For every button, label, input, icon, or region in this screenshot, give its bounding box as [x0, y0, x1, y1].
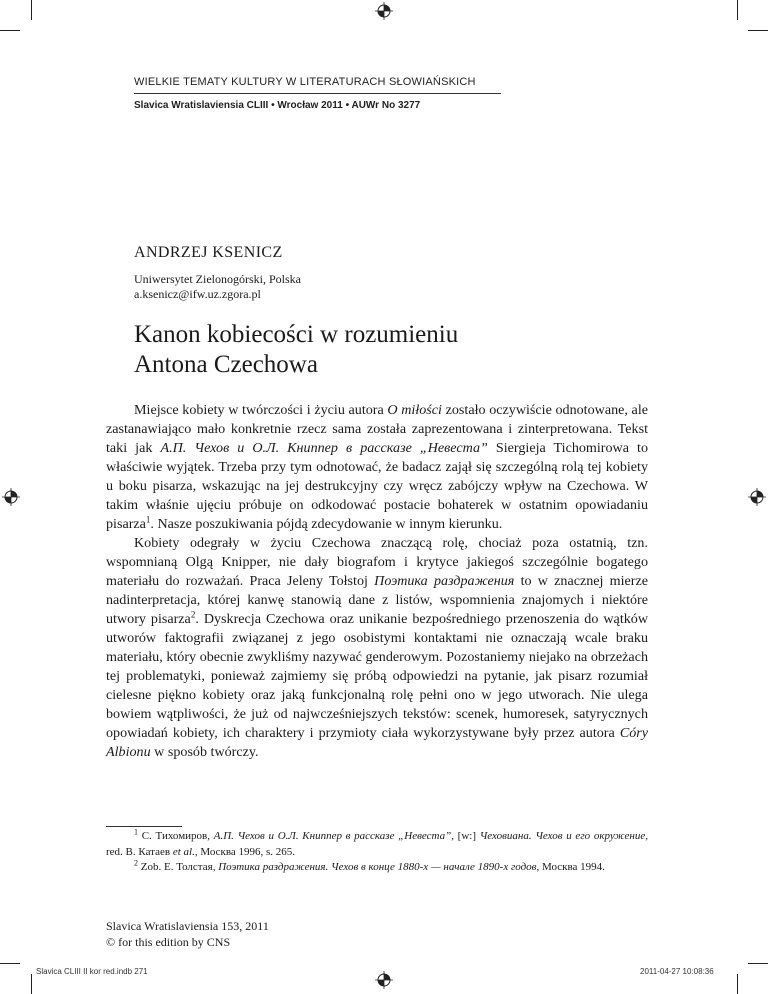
registration-mark-bottom-icon	[375, 971, 393, 989]
body-paragraph-2	[106, 534, 648, 762]
crop-mark-top-left-v	[31, 0, 32, 20]
text-run: Kobiety odegrały w życiu Czechowa znaczącą rolę, chociaż poza ostatnią, tzn. wspomnianą Olgą Knipper, nie dały biografom i krytyce jakiegoś szczególnie bogatego materiału do rozważań. Praca Jeleny Tołstoj	[106, 535, 648, 589]
crop-mark-top-right-h	[748, 30, 768, 31]
text-run: , Москва 1994.	[536, 861, 605, 873]
footnote-ref-1: 1	[145, 514, 151, 525]
article-body	[106, 401, 648, 762]
text-run: С. Тихомиров,	[138, 830, 214, 842]
text-run: , Москва 1996, s. 265.	[194, 845, 296, 858]
text-run: to w znacznej mierze nadinterpretacja, której kanwę stanowią dane z listów, wspomnienia znajomych i niektóre utwory pisarza	[106, 573, 648, 627]
crop-mark-bottom-left-h	[0, 963, 20, 964]
author-email: a.ksenicz@ifw.uz.zgora.pl	[134, 287, 261, 301]
italic-title: А.П. Чехов и О.Л. Книппер в рассказе „Невеста”	[160, 440, 488, 456]
text-run: Miejsce kobiety w twórczości i życiu autora	[134, 402, 388, 418]
italic-title: Чеховиана. Чехов и его окружение	[479, 830, 646, 842]
article-title-line-1: Kanon kobiecości w rozumieniu	[134, 321, 459, 348]
text-run: . Dyskrecja Czechowa oraz unikanie bezpośredniego przenoszenia do wątków utworów faktografii związanej z jego osobistymi kontaktami nie oznaczają wcale braku materiału, który obecnie zwykliśmy nazywać genderowym. Pozostaniemy niejako na obrzeżach tej problematyki, ponieważ zajmiemy się próbą odpowiedzi na pytanie, jak pisarz rozumiał cielesne piękno kobiety oraz jaką funkcjonalną rolę pełni ono w jego utworach. Nie ulega bowiem wątpliwości, że już od najwcześniejszych tekstów: scenek, humoresek, satyrycznych opowiadań kobiety, ich charaktery i przymioty ciała wykorzystywane były przez autora	[106, 611, 649, 741]
crop-mark-top-left-h	[0, 30, 20, 31]
footnote-rule	[106, 826, 182, 827]
body-paragraph-1	[106, 401, 648, 534]
crop-mark-bottom-right-v	[737, 974, 738, 994]
italic-title: Поэтика раздражения	[374, 573, 515, 589]
text-run: , red. В. Катаев	[106, 830, 648, 858]
text-run: . Nasze poszukiwania pójdą zdecydowanie w innym kierunku.	[150, 516, 503, 532]
article-title	[134, 320, 458, 380]
text-run: Siergieja Tichomirowa to właściwie wyjątek. Trzeba przy tym odnotować, że badacz zajął się szczególną rolą tej kobiety u boku pisarza, wskazując na jej destrukcyjny czy wręcz zabójczy wpływ na Czechowa. W takim właśnie ujęciu próbuje on odkodować postacie bohaterek w ostatnim opowiadaniu pisarza	[106, 440, 648, 532]
footnote-1	[106, 829, 648, 860]
footnote-number: 1	[134, 827, 138, 837]
footnote-number: 2	[134, 858, 138, 868]
footnote-2	[106, 860, 648, 876]
italic-title: O miłości	[387, 402, 442, 418]
imprint	[106, 918, 269, 950]
author-affiliation: Uniwersytet Zielonogórski, Polska	[134, 272, 301, 286]
italic-title: А.П. Чехов и О.Л. Книппер в рассказе „Невеста”	[213, 830, 452, 842]
crop-mark-top-right-v	[737, 0, 738, 20]
slug-timestamp: 2011-04-27 10:08:36	[640, 967, 714, 976]
header-rule	[134, 93, 501, 94]
text-run: Zob. Е. Толстая,	[138, 861, 219, 873]
text-run: , [w:]	[451, 830, 480, 842]
registration-mark-left-icon	[2, 488, 20, 506]
registration-mark-top-icon	[375, 2, 393, 20]
author-name: ANDRZEJ KSENICZ	[134, 244, 283, 261]
imprint-line-1: Slavica Wratislaviensia 153, 2011	[106, 919, 269, 933]
slug-filename: Slavica CLIII II kor red.indb 271	[36, 967, 148, 976]
footnote-ref-2: 2	[190, 609, 196, 620]
crop-mark-bottom-right-h	[748, 963, 768, 964]
series-info: Slavica Wratislaviensia CLIII • Wrocław 2011 • AUWr No 3277	[134, 100, 421, 111]
italic-title: et al.	[172, 845, 195, 858]
text-run: zostało oczywiście odnotowane, ale zastanawiająco mało konkretnie rzecz sama została zaprezentowana i zinterpretowana. Tekst taki jak	[106, 402, 648, 456]
italic-title: Córy Albionu	[106, 725, 648, 760]
italic-title: Поэтика раздражения. Чехов в конце 1880-х — начале 1890-х годов	[218, 861, 537, 873]
article-title-line-2: Antona Czechowa	[134, 351, 318, 378]
series-title: WIELKIE TEMATY KULTURY W LITERATURACH SŁOWIAŃSKICH	[134, 76, 476, 88]
crop-mark-bottom-left-v	[31, 974, 32, 994]
footnotes	[106, 829, 648, 876]
imprint-line-2: © for this edition by CNS	[106, 935, 231, 949]
registration-mark-right-icon	[748, 488, 766, 506]
author-affiliation-block	[134, 272, 301, 302]
text-run: w sposób twórczy.	[150, 744, 259, 760]
